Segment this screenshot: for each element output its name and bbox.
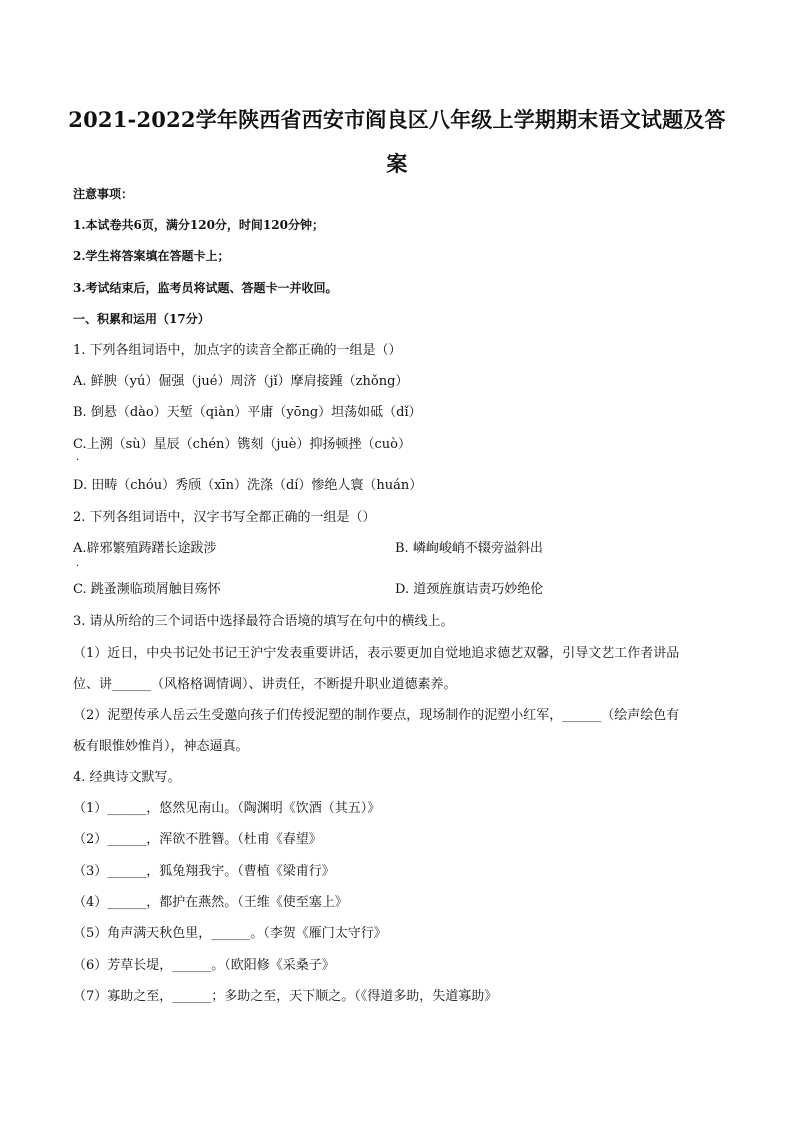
note-item-2: 2.学生将答案填在答题卡上；	[73, 249, 230, 263]
q2-option-c: C. 跳蚤濒临琐屑触目殇怀	[73, 582, 221, 597]
q4-item-1: （1）______，悠然见南山。（陶渊明《饮酒（其五）》	[73, 801, 381, 816]
q1-option-d: D. 田畴（chóu）秀颀（xīn）洗涤（dí）惨绝人寰（huán）	[73, 478, 423, 493]
q4-item-6: （6）芳草长堤，______。（欧阳修《采桑子》	[73, 958, 335, 973]
q4-stem: 4. 经典诗文默写。	[73, 770, 181, 785]
q4-item-4: （4）______，都护在燕然。（王维《使至塞上》	[73, 895, 348, 910]
q4-item-3: （3）______，狐兔翔我宇。（曹植《梁甫行》	[73, 864, 335, 879]
section-heading: 一、积累和运用（17分）	[73, 312, 210, 326]
q1-stem: 1. 下列各组词语中，加点字的读音全都正确的一组是（）	[73, 343, 402, 358]
q2-option-d: D. 道颈旌旗诘责巧妙绝伦	[395, 582, 544, 597]
q2-stem: 2. 下列各组词语中，汉字书写全都正确的一组是（）	[73, 510, 376, 525]
q1-option-b: B. 倒悬（dào）天堑（qiàn）平庸（yōng）坦荡如砥（dǐ）	[73, 405, 422, 420]
document-title	[60, 98, 734, 186]
q1-option-c: C.上溯（sù）星辰（chén）镌刻（juè）抑扬顿挫（cuò）	[73, 437, 411, 452]
note-item-3: 3.考试结束后，监考员将试题、答题卡一并收回。	[73, 281, 338, 295]
q2-option-b: B. 嶙峋峻峭不辍旁溢斜出	[395, 541, 543, 556]
q4-item-2: （2）______，浑欲不胜簪。（杜甫《春望》	[73, 832, 322, 847]
option-dot-marker: ·	[76, 561, 80, 572]
q3-part1-line1: （1）近日，中央书记处书记王沪宁发表重要讲话，表示要更加自觉地追求德艺双馨，引导文艺工作者讲品	[73, 646, 680, 661]
option-dot-marker: ·	[76, 455, 80, 466]
q4-item-5: （5）角声满天秋色里，______。（李贺《雁门太守行》	[73, 926, 387, 941]
q3-part2-line1: （2）泥塑传承人岳云生受邀向孩子们传授泥塑的制作要点，现场制作的泥塑小红军，______（绘声绘色有	[73, 708, 680, 723]
q3-part2-line2: 板有眼惟妙惟肖），神态逼真。	[73, 739, 249, 754]
q2-option-a: A.辟邪繁殖踌躇长途跋涉	[73, 541, 217, 556]
notes-heading: 注意事项：	[73, 187, 134, 201]
q3-part1-line2: 位、讲______（风格格调情调）、讲责任，不断提升职业道德素养。	[73, 677, 457, 692]
note-item-1: 1.本试卷共6页，满分120分，时间120分钟；	[73, 218, 324, 232]
title-line-2: 案	[386, 151, 408, 176]
q3-stem: 3. 请从所给的三个词语中选择最符合语境的填写在句中的横线上。	[73, 614, 454, 629]
q4-item-7: （7）寡助之至，______；多助之至，天下顺之。（《得道多助，失道寡助》	[73, 989, 498, 1004]
title-line-1: 2021-2022学年陕西省西安市阎良区八年级上学期期末语文试题及答	[68, 107, 726, 132]
q1-option-a: A. 鲜腴（yú）倔强（jué）周济（jǐ）摩肩接踵（zhǒng）	[73, 374, 409, 389]
